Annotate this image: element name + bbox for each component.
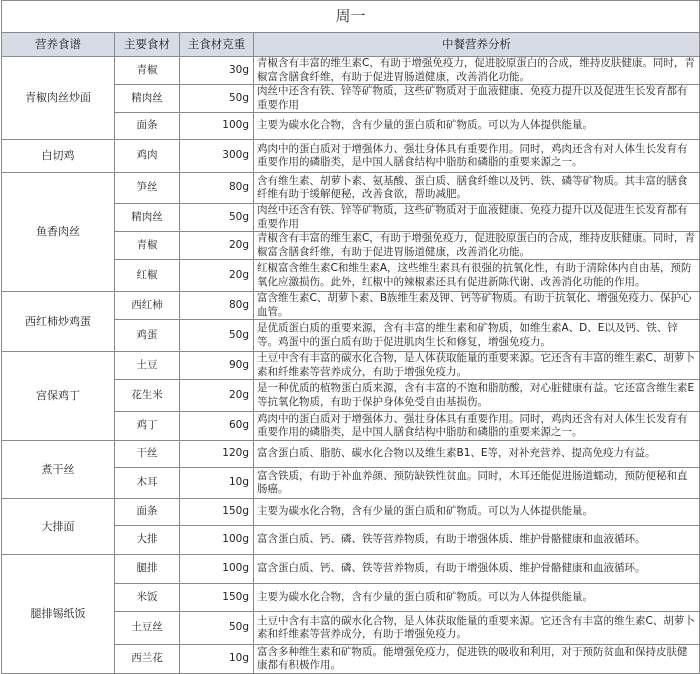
table-row bbox=[2, 441, 700, 468]
dish-name: 煮干丝 bbox=[2, 441, 115, 499]
weight-cell: 120g bbox=[180, 441, 254, 468]
ingredient-cell: 红椒 bbox=[115, 260, 180, 292]
ingredient-cell: 面条 bbox=[115, 113, 180, 140]
weight-cell: 60g bbox=[180, 412, 254, 441]
analysis-cell: 青椒含有丰富的维生素C，有助于增强免疫力，促进胶原蛋白的合成，维持皮肤健康。同时，青椒富含膳食纤维，有助于促进胃肠道健康，改善消化功能。 bbox=[254, 57, 700, 85]
weight-cell: 30g bbox=[180, 57, 254, 85]
ingredient-cell: 精肉丝 bbox=[115, 204, 180, 232]
ingredient-cell: 干丝 bbox=[115, 441, 180, 468]
weight-cell: 80g bbox=[180, 292, 254, 320]
weight-cell: 20g bbox=[180, 380, 254, 412]
ingredient-cell: 西红柿 bbox=[115, 292, 180, 320]
ingredient-cell: 腿排 bbox=[115, 555, 180, 584]
analysis-cell: 富含蛋白质、钙、磷、铁等营养物质，有助于增强体质、维护骨骼健康和血液循环。 bbox=[254, 526, 700, 555]
analysis-cell: 富含蛋白质、钙、磷、铁等营养物质，有助于增强体质、维护骨骼健康和血液循环。 bbox=[254, 555, 700, 584]
analysis-cell: 青椒含有丰富的维生素C，有助于增强免疫力，促进胶原蛋白的合成，维持皮肤健康。同时，青椒富含膳食纤维，有助于促进胃肠道健康，改善消化功能。 bbox=[254, 232, 700, 260]
analysis-cell: 鸡肉中的蛋白质对于增强体力、强壮身体具有重要作用。同时，鸡肉还含有对人体生长发育有重要作用的磷脂类，是中国人膳食结构中脂肪和磷脂的重要来源之一。 bbox=[254, 412, 700, 441]
dish-name: 宫保鸡丁 bbox=[2, 352, 115, 441]
header-recipe: 营养食谱 bbox=[2, 33, 115, 57]
weight-cell: 150g bbox=[180, 499, 254, 526]
table-row bbox=[2, 173, 700, 204]
weight-cell: 90g bbox=[180, 352, 254, 380]
dish-name: 大排面 bbox=[2, 499, 115, 555]
ingredient-cell: 面条 bbox=[115, 499, 180, 526]
weight-cell: 100g bbox=[180, 113, 254, 140]
analysis-cell: 含有维生素、胡萝卜素、氨基酸、蛋白质、膳食纤维以及钙、铁、磷等矿物质。其丰富的膳食纤维有助于缓解便秘，改善食欲，帮助减肥。 bbox=[254, 173, 700, 204]
ingredient-cell: 米饭 bbox=[115, 584, 180, 612]
dish-name: 白切鸡 bbox=[2, 140, 115, 173]
analysis-cell: 富含蛋白质、脂肪、碳水化合物以及维生素B1、E等，对补充营养、提高免疫力有益。 bbox=[254, 441, 700, 468]
nutrition-table bbox=[1, 0, 700, 674]
weight-cell: 10g bbox=[180, 468, 254, 499]
table-body bbox=[2, 1, 700, 674]
weight-cell: 100g bbox=[180, 526, 254, 555]
ingredient-cell: 花生米 bbox=[115, 380, 180, 412]
analysis-cell: 是一种优质的植物蛋白质来源，含有丰富的不饱和脂肪酸，对心脏健康有益。它还富含维生素E等抗氧化物质，有助于保护身体免受自由基损伤。 bbox=[254, 380, 700, 412]
ingredient-cell: 西兰花 bbox=[115, 645, 180, 674]
ingredient-cell: 青椒 bbox=[115, 232, 180, 260]
ingredient-cell: 土豆丝 bbox=[115, 612, 180, 645]
header-ingredient: 主要食材 bbox=[115, 33, 180, 57]
analysis-cell: 富含维生素C、胡萝卜素、B族维生素及钾、钙等矿物质。有助于抗氧化、增强免疫力、保护心血管。 bbox=[254, 292, 700, 320]
table-row bbox=[2, 140, 700, 173]
analysis-cell: 是优质蛋白质的重要来源，含有丰富的维生素和矿物质，如维生素A、D、E以及钙、铁、锌等。鸡蛋中的蛋白质有助于促进肌肉生长和修复，增强免疫力。 bbox=[254, 320, 700, 352]
analysis-cell: 富含铁质，有助于补血养颜、预防缺铁性贫血。同时，木耳还能促进肠道蠕动，预防便秘和直肠癌。 bbox=[254, 468, 700, 499]
page-title: 周一 bbox=[2, 1, 700, 33]
analysis-cell: 土豆中含有丰富的碳水化合物，是人体获取能量的重要来源。它还含有丰富的维生素C、胡萝卜素和纤维素等营养成分，有助于增强免疫力。 bbox=[254, 612, 700, 645]
weight-cell: 300g bbox=[180, 140, 254, 173]
weight-cell: 20g bbox=[180, 232, 254, 260]
ingredient-cell: 鸡丁 bbox=[115, 412, 180, 441]
ingredient-cell: 青椒 bbox=[115, 57, 180, 85]
analysis-cell: 红椒富含维生素C和维生素A，这些维生素具有很强的抗氧化性，有助于清除体内自由基，预防氧化应激损伤。此外，红椒中的辣椒素还具有促进新陈代谢、改善消化功能的作用。 bbox=[254, 260, 700, 292]
ingredient-cell: 大排 bbox=[115, 526, 180, 555]
weight-cell: 150g bbox=[180, 584, 254, 612]
analysis-cell: 鸡肉中的蛋白质对于增强体力、强壮身体具有重要作用。同时，鸡肉还含有对人体生长发育有重要作用的磷脂类，是中国人膳食结构中脂肪和磷脂的重要来源之一。 bbox=[254, 140, 700, 173]
menu-sheet bbox=[1, 0, 699, 674]
analysis-cell: 富含多种维生素和矿物质。能增强免疫力，促进铁的吸收和利用，对于预防贫血和保持皮肤健康都有积极作用。 bbox=[254, 645, 700, 674]
ingredient-cell: 土豆 bbox=[115, 352, 180, 380]
header-row bbox=[2, 33, 700, 57]
weight-cell: 20g bbox=[180, 260, 254, 292]
dish-name: 腿排锡纸饭 bbox=[2, 555, 115, 674]
weight-cell: 80g bbox=[180, 173, 254, 204]
analysis-cell: 肉丝中还含有铁、锌等矿物质，这些矿物质对于血液健康、免疫力提升以及促进生长发育都有重要作用 bbox=[254, 204, 700, 232]
weight-cell: 50g bbox=[180, 85, 254, 113]
ingredient-cell: 精肉丝 bbox=[115, 85, 180, 113]
table-row bbox=[2, 57, 700, 85]
weight-cell: 10g bbox=[180, 645, 254, 674]
analysis-cell: 主要为碳水化合物，含有少量的蛋白质和矿物质。可以为人体提供能量。 bbox=[254, 499, 700, 526]
weight-cell: 100g bbox=[180, 555, 254, 584]
ingredient-cell: 笋丝 bbox=[115, 173, 180, 204]
table-row bbox=[2, 555, 700, 584]
table-row bbox=[2, 352, 700, 380]
weight-cell: 50g bbox=[180, 612, 254, 645]
analysis-cell: 主要为碳水化合物，含有少量的蛋白质和矿物质。可以为人体提供能量。 bbox=[254, 584, 700, 612]
header-weight: 主食材克重 bbox=[180, 33, 254, 57]
dish-name: 西红柿炒鸡蛋 bbox=[2, 292, 115, 352]
analysis-cell: 肉丝中还含有铁、锌等矿物质，这些矿物质对于血液健康、免疫力提升以及促进生长发育都有重要作用 bbox=[254, 85, 700, 113]
title-row bbox=[2, 1, 700, 33]
ingredient-cell: 鸡蛋 bbox=[115, 320, 180, 352]
dish-name: 鱼香肉丝 bbox=[2, 173, 115, 292]
weight-cell: 50g bbox=[180, 204, 254, 232]
analysis-cell: 土豆中含有丰富的碳水化合物，是人体获取能量的重要来源。它还含有丰富的维生素C、胡萝卜素和纤维素等营养成分，有助于增强免疫力。 bbox=[254, 352, 700, 380]
analysis-cell: 主要为碳水化合物，含有少量的蛋白质和矿物质。可以为人体提供能量。 bbox=[254, 113, 700, 140]
dish-name: 青椒肉丝炒面 bbox=[2, 57, 115, 140]
weight-cell: 50g bbox=[180, 320, 254, 352]
header-analysis: 中餐营养分析 bbox=[254, 33, 700, 57]
table-row bbox=[2, 499, 700, 526]
table-row bbox=[2, 292, 700, 320]
ingredient-cell: 鸡肉 bbox=[115, 140, 180, 173]
ingredient-cell: 木耳 bbox=[115, 468, 180, 499]
